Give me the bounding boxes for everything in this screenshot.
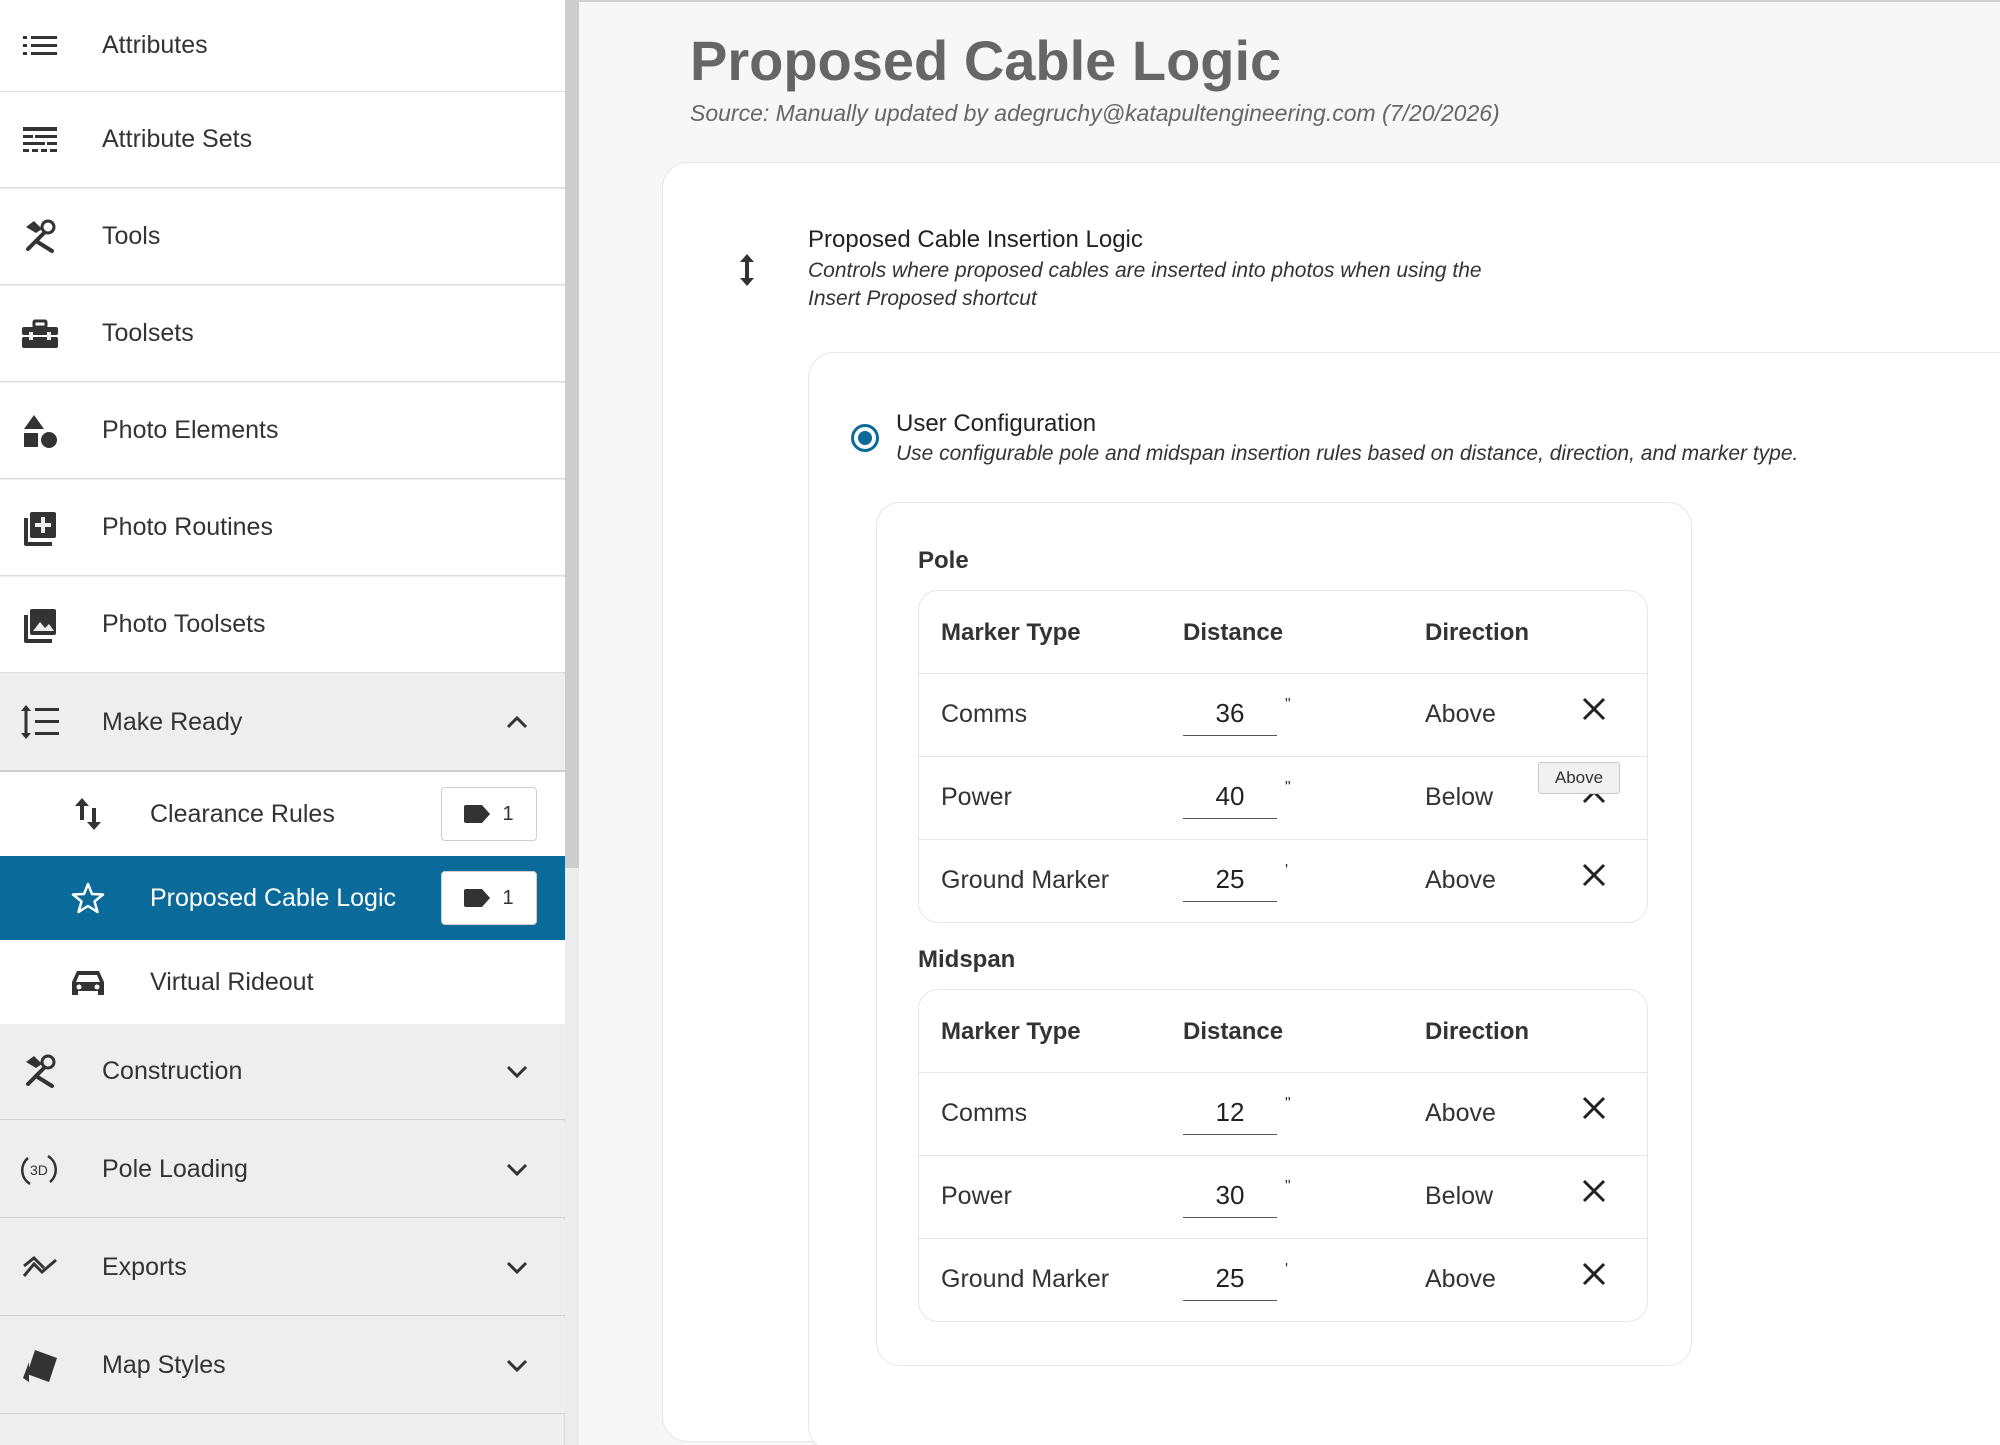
pole-rules-table [918,590,1648,923]
delete-rule-button[interactable] [1579,1176,1609,1206]
marker-type-cell: Power [941,1182,1012,1210]
direction-select[interactable]: Above [1425,866,1496,894]
direction-select[interactable]: Above [1425,1265,1496,1293]
sidebar-item-label: Tools [102,222,161,250]
sidebar-item-label: Map Styles [102,1351,226,1379]
sidebar-item-label: Pole Loading [102,1155,248,1183]
pole-group-label: Pole [918,547,969,574]
column-header-direction: Direction [1425,619,1530,646]
list-icon [20,26,60,66]
trending-icon [20,1248,60,1288]
page-title: Proposed Cable Logic [690,29,1282,92]
table-row [919,1072,1647,1155]
marker-type-cell: Comms [941,700,1028,728]
tools-icon [20,1052,60,1092]
section-title: Proposed Cable Insertion Logic [808,226,1143,253]
line-spacing-icon [20,702,60,742]
column-header-marker-type: Marker Type [941,619,1081,646]
svg-text:3D: 3D [30,1161,48,1178]
marker-type-cell: Comms [941,1099,1028,1127]
library-add-icon [20,508,60,548]
3d-rotation-icon [20,1150,60,1190]
swap-vert-icon [68,794,108,834]
sidebar-item-label: Toolsets [102,319,194,347]
sidebar-item-attribute-sets[interactable] [0,92,565,188]
sidebar-item-construction[interactable] [0,1024,565,1120]
distance-unit: " [1285,1178,1291,1195]
sidebar-item-photo-elements[interactable] [0,383,565,479]
column-header-direction: Direction [1425,1018,1530,1045]
column-header-distance: Distance [1183,1018,1284,1045]
badge-count: 1 [502,802,514,825]
marker-type-cell: Ground Marker [941,866,1110,894]
sidebar-item-attributes[interactable] [0,0,565,92]
sidebar-item-make-ready[interactable] [0,674,565,772]
label-icon [464,889,490,907]
delete-rule-button[interactable] [1579,860,1609,890]
sidebar-item-label: Photo Toolsets [102,610,266,638]
marker-type-cell: Ground Marker [941,1265,1110,1293]
distance-input[interactable]: 36 [1183,692,1277,736]
sidebar-item-label: Exports [102,1253,187,1281]
direction-tooltip: Above [1538,762,1620,794]
chevron-down-icon[interactable] [503,1254,531,1282]
sidebar-item-map-styles[interactable] [0,1318,565,1414]
sidebar-scrollbar-thumb[interactable] [565,0,579,868]
user-configuration-radio[interactable] [851,424,879,452]
car-icon [68,962,108,1002]
source-note: Source: Manually updated by adegruchy@katapultengineering.com (7/20/2026) [690,100,1500,126]
option-title: User Configuration [896,410,1097,437]
sidebar-item-photo-toolsets[interactable] [0,577,565,673]
tag-count-badge[interactable] [441,871,537,925]
delete-rule-button[interactable] [1579,1093,1609,1123]
table-row [919,1155,1647,1238]
sidebar-scrollbar-track[interactable] [565,868,579,1445]
sidebar-item-label: Photo Routines [102,513,273,541]
distance-unit: ' [1285,862,1289,879]
label-icon [464,805,490,823]
distance-unit: " [1285,779,1291,796]
star-icon [68,878,108,918]
table-row [919,1238,1647,1321]
distance-input[interactable]: 30 [1183,1174,1277,1218]
chevron-up-icon[interactable] [503,708,531,736]
delete-rule-button[interactable] [1579,694,1609,724]
tools-icon [20,217,60,257]
map-styles-icon [20,1346,60,1386]
sidebar-item-tools[interactable] [0,189,565,285]
tag-count-badge[interactable] [441,787,537,841]
sidebar-item-label: Attribute Sets [102,125,253,153]
midspan-group-label: Midspan [918,946,1016,973]
distance-unit: ' [1285,1261,1289,1278]
distance-input[interactable]: 25 [1183,1257,1277,1301]
sidebar-item-photo-routines[interactable] [0,480,565,576]
badge-count: 1 [502,886,514,909]
direction-select[interactable]: Below [1425,783,1494,811]
sidebar-item-label: Clearance Rules [150,799,335,828]
sidebar-item-toolsets[interactable] [0,286,565,382]
sidebar-item-exports[interactable] [0,1220,565,1316]
chevron-down-icon[interactable] [503,1058,531,1086]
sidebar-item-label: Virtual Rideout [150,967,314,996]
chevron-down-icon[interactable] [503,1156,531,1184]
distance-input[interactable]: 40 [1183,775,1277,819]
direction-select[interactable]: Above [1425,1099,1496,1127]
distance-unit: " [1285,696,1291,713]
sidebar-item-label: Attributes [102,31,208,59]
shapes-icon [20,411,60,451]
sidebar [0,0,565,1445]
chevron-down-icon[interactable] [503,1352,531,1380]
marker-type-cell: Power [941,783,1012,811]
option-description: Use configurable pole and midspan insertion rules based on distance, direction, and marker type. [896,442,1799,465]
table-row [919,839,1647,922]
delete-rule-button[interactable] [1579,1259,1609,1289]
table-row [919,673,1647,756]
sidebar-item-clearance-rules[interactable] [0,772,565,856]
sidebar-item-proposed-cable-logic[interactable] [0,856,565,940]
sidebar-item-pole-loading[interactable] [0,1122,565,1218]
sidebar-item-label: Construction [102,1057,243,1085]
section-description: Controls where proposed cables are inserted into photos when using the Insert Proposed shortcut [808,259,1482,310]
sidebar-item-label: Photo Elements [102,416,279,444]
column-header-distance: Distance [1183,619,1284,646]
sidebar-item-virtual-rideout[interactable] [0,940,565,1024]
attribute-sets-icon [20,120,60,160]
column-header-marker-type: Marker Type [941,1018,1081,1045]
toolbox-icon [20,314,60,354]
direction-select[interactable]: Below [1425,1182,1494,1210]
sidebar-item-label: Make Ready [102,707,243,736]
distance-input[interactable]: 12 [1183,1091,1277,1135]
distance-input[interactable]: 25 [1183,858,1277,902]
direction-select[interactable]: Above [1425,700,1496,728]
midspan-rules-table [918,989,1648,1322]
photo-library-icon [20,605,60,645]
vertical-arrows-icon [733,252,761,288]
distance-unit: " [1285,1095,1291,1112]
sidebar-item-label: Proposed Cable Logic [150,883,396,912]
